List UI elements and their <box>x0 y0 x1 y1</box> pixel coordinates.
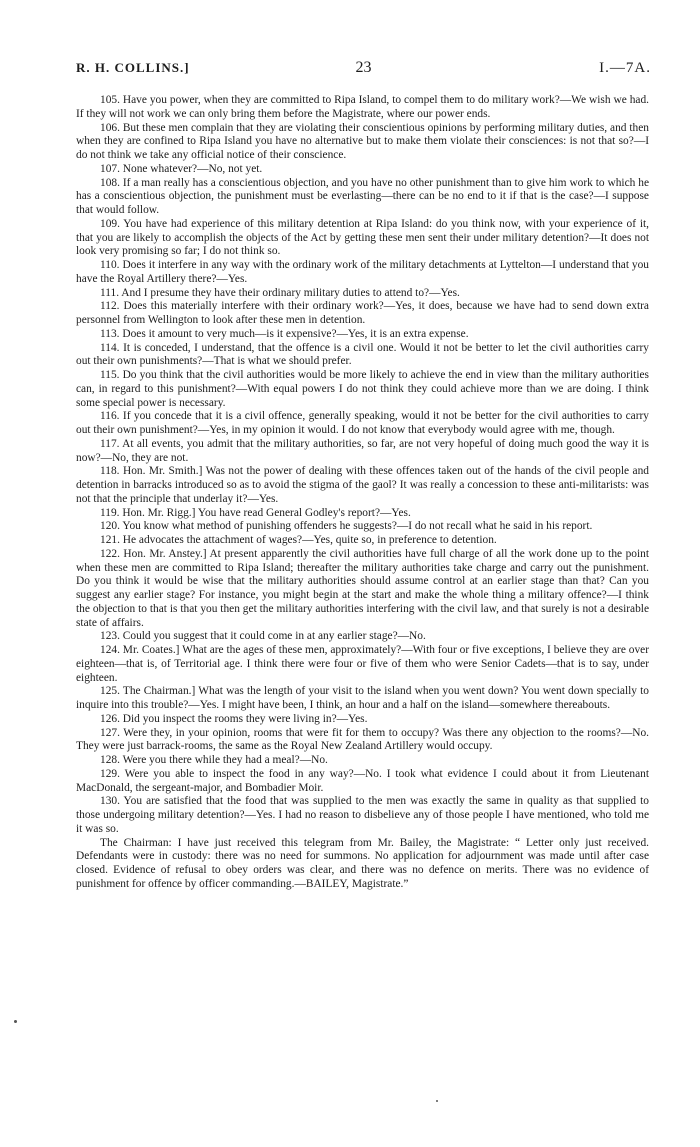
question-110: 110. Does it interfere in any way with the ordinary work of the military detachments at Lyttelton—I understand that you have the Royal Artillery there?—Yes. <box>76 259 649 285</box>
question-119: 119. Hon. Mr. Rigg.] You have read General Godley's report?—Yes. <box>100 506 411 519</box>
scan-speck <box>14 1020 17 1023</box>
paper-reference: I.—7A. <box>599 60 651 76</box>
question-114: 114. It is conceded, I understand, that the offence is a civil one. Would it not be better to let the civil authorities carry out their own punishments?—That is what we should prefer. <box>76 341 649 368</box>
question-105: 105. Have you power, when they are committed to Ripa Island, to compel them to do military work?—We wish we had. If they will not work we can only bring them before the Magistrate, where our power ends. <box>76 94 649 120</box>
question-123: 123. Could you suggest that it could come in at any earlier stage?—No. <box>100 630 426 643</box>
question-118: 118. Hon. Mr. Smith.] Was not the power of dealing with these offences taken out of the hands of the civil people and detention in barracks introduced so as to avoid the stigma of the gaol? It was really a concession to these anti-militarists: was not that the principle that underlay it?—Yes. <box>76 465 649 505</box>
question-111: 111. And I presume they have their ordinary military duties to attend to?—Yes. <box>100 286 460 299</box>
question-112: 112. Does this materially interfere with their ordinary work?—Yes, it does, because we have had to send down extra personnel from Wellington to look after these men in detention. <box>76 300 649 326</box>
question-124: 124. Mr. Coates.] What are the ages of these men, approximately?—With four or five exceptions, I believe they are over eighteen—that is, of Territorial age. I think there were four or five of them who were Senior Cadets—that is to say, under eighteen. <box>76 644 649 684</box>
question-121: 121. He advocates the attachment of wages?—Yes, quite so, in preference to detention. <box>100 534 497 546</box>
witness-name: R. H. COLLINS.] <box>76 60 190 75</box>
question-106: 106. But these men complain that they are violating their conscientious opinions by performing military duties, and then when they are confined to Ripa Island you have no alternative but to make them violate their consciences: is not that so?—I do not think we take any official notice of their conscience. <box>76 121 649 161</box>
question-120: 120. You know what method of punishing offenders he suggests?—I do not recall what he said in his report. <box>100 520 593 533</box>
question-116: 116. If you concede that it is a civil offence, generally speaking, would it not be better for the civil authorities to carry out their own punishment?—Yes, in my opinion it would. I do not know that everybody would agree with me, though. <box>76 410 649 436</box>
question-128: 128. Were you there while they had a meal?—No. <box>100 754 328 766</box>
question-125: 125. The Chairman.] What was the length of your visit to the island when you went down? You went down specially to inquire into this trouble?—Yes. I might have been, I think, an hour and a half on the island—somewhere thereabouts. <box>76 685 649 711</box>
evidence-text <box>76 94 649 892</box>
question-117: 117. At all events, you admit that the military authorities, so far, are not very hopeful of doing much good the way it is now?—No, they are not. <box>76 437 649 464</box>
question-107: 107. None whatever?—No, not yet. <box>100 162 263 175</box>
page-header <box>76 60 651 80</box>
page-number: 23 <box>355 59 372 76</box>
scan-speck <box>436 1100 438 1102</box>
question-109: 109. You have had experience of this military detention at Ripa Island: do you think now, with your experience of it, that you are likely to accomplish the objects of the Act by getting these men sent their under military detention?—It does not look very promising so far; I do not think so. <box>76 217 649 258</box>
question-127: 127. Were they, in your opinion, rooms that were fit for them to occupy? Was there any objection to the rooms?—No. They were just barrack-rooms, the same as the Royal New Zealand Artillery would occupy. <box>76 726 649 753</box>
question-129: 129. Were you able to inspect the food in any way?—No. I took what evidence I could about it from Lieutenant MacDonald, the sergeant-major, and Bombadier Moir. <box>76 767 649 794</box>
question-122: 122. Hon. Mr. Anstey.] At present apparently the civil authorities have full charge of all the work done up to the point when these men are committed to Ripa Island; thereafter the military authorities take charge and carry out the punishment. Do you think it would be wise that the military authorities should assume control at an earlier stage than that? Can you suggest any earlier stage? For instance, you might begin at the start and make the whole thing a military offence?—I think the objection to that is that you then get the military authorities interfering with the civil law, and that surely is not a desirable state of affairs. <box>76 547 649 629</box>
question-115: 115. Do you think that the civil authorities would be more likely to achieve the end in view than the military authorities can, in regard to this punishment?—With equal powers I do not think they could achieve more than we are doing. I think some special power is necessary. <box>76 369 649 409</box>
question-130: 130. You are satisfied that the food that was supplied to the men was exactly the same in quality as that supplied to those undergoing military detention?—Yes. I had no reason to disbelieve any of those people I have mentioned, who told me it was so. <box>76 795 649 835</box>
chairman-telegram: The Chairman: I have just received this telegram from Mr. Bailey, the Magistrate: “ Letter only just received. Defendants were in custody: there was no need for summons. No application for adjournment was made until after case closed. Evidence of refusal to obey orders was clear, and there was no defence on merits. There was no evidence of punishment for offence by officer commanding.—BAILEY, Magistrate.” <box>76 836 649 890</box>
question-108: 108. If a man really has a conscientious objection, and you have no other punishment than to give him work to which he has a conscientious objection, the punishment must be everlasting—there can be no end to it if that is the case?—I suppose that would follow. <box>76 176 649 216</box>
question-113: 113. Does it amount to very much—is it expensive?—Yes, it is an extra expense. <box>100 327 469 340</box>
question-126: 126. Did you inspect the rooms they were living in?—Yes. <box>100 712 368 725</box>
